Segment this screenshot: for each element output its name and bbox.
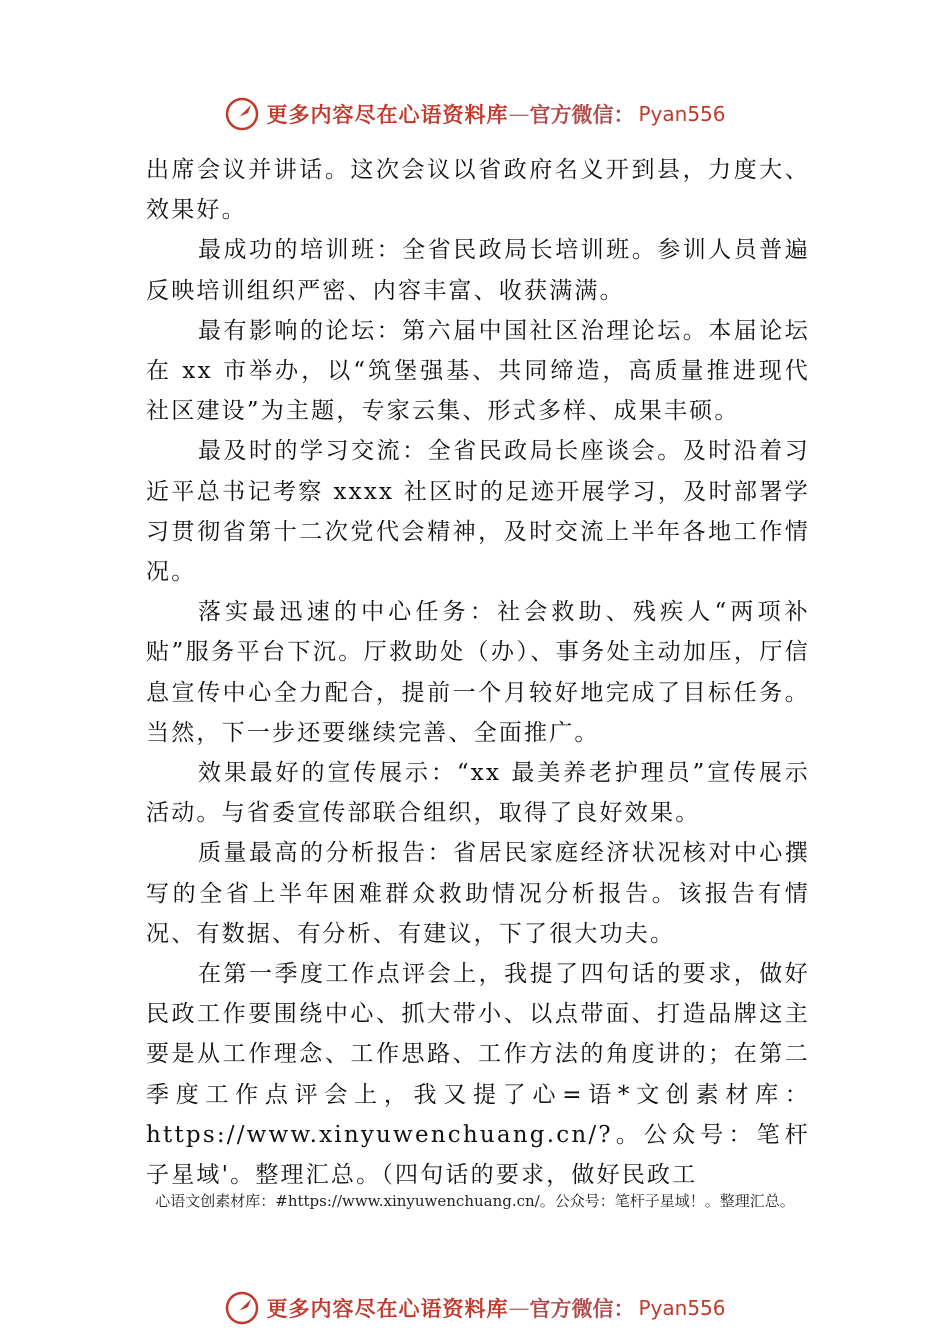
paragraph: 效果最好的宣传展示：“xx 最美养老护理员”宣传展示活动。与省委宣传部联合组织，取得了良好效果。 — [146, 760, 810, 827]
paragraph: 出席会议并讲话。这次会议以省政府名义开到县，力度大、 效果好。 — [146, 157, 810, 224]
banner-title: 更多内容尽在心语资料库 — [266, 1296, 509, 1321]
paragraph: 最成功的培训班：全省民政局长培训班。参训人员普遍反映培训组织严密、内容丰富、收获满满。 — [146, 237, 810, 304]
footer-note: 心语文创素材库：#https://www.xinyuwenchuang.cn/。公众号：笔杆子星域！。整理汇总。 — [155, 1192, 795, 1210]
paragraph: 在第一季度工作点评会上，我提了四句话的要求，做好民政工作要围绕中心、抓大带小、以点带面、打造品牌这主要是从工作理念、工作思路、工作方法的角度讲的；在第二季度工作点评会上，我又提了心=语*文创素材库：https://www.xinyuwenchuang.cn/?。公众号：笔杆子星域'。整理汇总。（四句话的要求，做好民政工 — [146, 961, 810, 1189]
banner-title: 更多内容尽在心语资料库 — [266, 102, 509, 127]
quill-pen-logo-icon — [224, 1290, 260, 1326]
paragraph: 最有影响的论坛：第六届中国社区治理论坛。本届论坛在 xx 市举办，以“筑堡强基、共同缔造，高质量推进现代社区建设”为主题，专家云集、形式多样、成果丰硕。 — [146, 317, 810, 425]
banner-dash: — — [508, 102, 530, 126]
paragraph: 质量最高的分析报告：省居民家庭经济状况核对中心撰写的全省上半年困难群众救助情况分析报告。该报告有情况、有数据、有分析、有建议，下了很大功夫。 — [146, 840, 810, 947]
paragraph: 落实最迅速的中心任务：社会救助、残疾人“两项补贴”服务平台下沉。厅救助处（办）、事务处主动加压，厅信息宣传中心全力配合，提前一个月较好地完成了目标任务。当然，下一步还要继续完善、全面推广。 — [146, 599, 810, 746]
header-banner — [0, 92, 950, 136]
document-body — [146, 150, 810, 1195]
quill-pen-logo-icon — [224, 96, 260, 132]
banner-wechat-label: 官方微信： — [529, 102, 635, 127]
banner-wechat-id: Pyan556 — [638, 102, 726, 126]
banner-dash: — — [508, 1296, 530, 1320]
banner-wechat-id: Pyan556 — [638, 1296, 726, 1320]
banner-wechat-label: 官方微信： — [529, 1296, 635, 1321]
footer-banner — [0, 1286, 950, 1330]
paragraph: 最及时的学习交流：全省民政局长座谈会。及时沿着习近平总书记考察 xxxx 社区时的足迹开展学习，及时部署学习贯彻省第十二次党代会精神，及时交流上半年各地工作情况。 — [146, 438, 810, 586]
